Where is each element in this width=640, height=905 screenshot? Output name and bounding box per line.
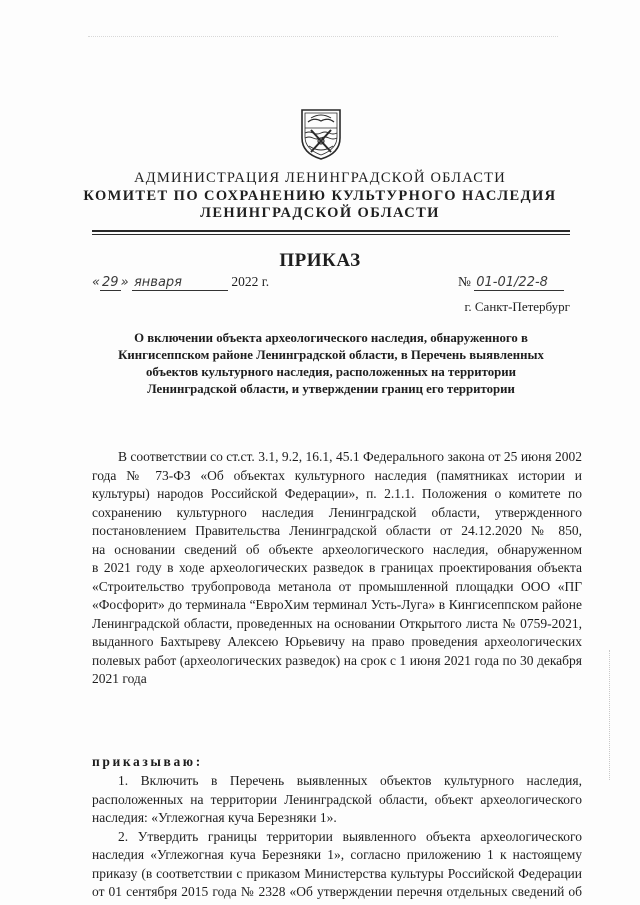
subject-line: Кингисеппском районе Ленинградской области, в Перечень выявленных bbox=[118, 348, 544, 362]
scan-margin-mark bbox=[609, 650, 611, 780]
document-type: ПРИКАЗ bbox=[279, 250, 361, 271]
preamble-paragraph bbox=[92, 448, 582, 689]
preamble-line: на основании сведений об объекте археологического наследия, обнаруженном bbox=[92, 541, 582, 557]
preamble-line: постановлением Правительства Ленинградской области от 24.12.2020 № 850, bbox=[92, 523, 582, 538]
item-1-line: наследия: «Углежогная куча Березняки 1». bbox=[92, 810, 337, 825]
item-1-line: расположенных на территории Ленинградской области, объект археологического bbox=[92, 791, 582, 807]
item-2-line: от 01 сентября 2015 года № 2328 «Об утверждении перечня отдельных сведений об bbox=[92, 884, 582, 899]
date-day: 29 bbox=[102, 275, 119, 290]
preamble-line: выданного Бахтыреву Алексею Юрьевичу на право проведения археологических bbox=[92, 634, 582, 649]
preamble-line: «Фосфорит» до терминала “ЕвроХим терминал Усть-Луга» в Кингисеппском районе bbox=[92, 597, 582, 612]
item-1-line: 1. Включить в Перечень выявленных объектов культурного наследия, bbox=[118, 773, 582, 788]
number-value: 01-01/22-8 bbox=[474, 276, 564, 291]
subject-line: О включении объекта археологического наследия, обнаруженного в bbox=[134, 331, 528, 345]
item-2-line: приказу (в соответствии с приказом Министерства культуры Российской Федерации bbox=[92, 865, 582, 881]
order-word: приказываю: bbox=[92, 754, 203, 769]
org-line-3: ЛЕНИНГРАДСКОЙ ОБЛАСТИ bbox=[200, 205, 440, 221]
header-rule-thin bbox=[92, 234, 570, 235]
header-rule-thick bbox=[92, 230, 570, 232]
coat-of-arms-icon bbox=[299, 108, 343, 160]
preamble-line: в 2021 году в ходе археологических разведок в границах проектирования объекта bbox=[92, 560, 582, 575]
preamble-line: 2021 года bbox=[92, 671, 147, 686]
subject-line: Ленинградской области, и утверждении границ его территории bbox=[147, 382, 515, 396]
date-year: 2022 г. bbox=[231, 274, 270, 289]
date-mid-quote: » bbox=[120, 275, 129, 290]
document-city: г. Санкт-Петербург bbox=[464, 299, 570, 314]
date-month: января bbox=[132, 276, 228, 291]
preamble-line: «Строительство трубопровода метанола от промышленной площадки ООО «ПГ bbox=[92, 578, 582, 594]
preamble-line: полевых работ (археологических разведок) на срок с 1 июня 2021 года по 30 декабря bbox=[92, 652, 582, 668]
number-sign: № bbox=[458, 274, 471, 289]
scan-artifact bbox=[88, 36, 558, 38]
subject-line: объектов культурного наследия, расположенных на территории bbox=[146, 365, 516, 379]
document-date bbox=[92, 274, 269, 291]
preamble-line: В соответствии со ст.ст. 3.1, 9.2, 16.1, 45.1 Федерального закона от 25 июня 2002 bbox=[118, 449, 582, 464]
document-number bbox=[458, 274, 564, 291]
document-subject bbox=[92, 330, 570, 398]
preamble-line: Ленинградской области, проведенных на основании Открытого листа № 0759-2021, bbox=[92, 615, 582, 631]
order-items bbox=[92, 772, 582, 902]
preamble-line: культуры) народов Российской Федерации», п. 2.1.1. Положения о комитете по bbox=[92, 486, 582, 501]
item-2-line: наследия «Углежогная куча Березняки 1», согласно приложению 1 к настоящему bbox=[92, 847, 582, 862]
preamble-line: сохранению культурного наследия Ленинградской области, утвержденного bbox=[92, 504, 582, 520]
org-line-1: АДМИНИСТРАЦИЯ ЛЕНИНГРАДСКОЙ ОБЛАСТИ bbox=[134, 170, 506, 186]
date-open-quote: « bbox=[92, 275, 101, 290]
org-line-2: КОМИТЕТ ПО СОХРАНЕНИЮ КУЛЬТУРНОГО НАСЛЕДИЯ bbox=[83, 188, 557, 204]
preamble-line: года № 73-ФЗ «Об объектах культурного наследия (памятниках истории и bbox=[92, 467, 582, 483]
item-2-line: 2. Утвердить границы территории выявленного объекта археологического bbox=[118, 828, 582, 844]
